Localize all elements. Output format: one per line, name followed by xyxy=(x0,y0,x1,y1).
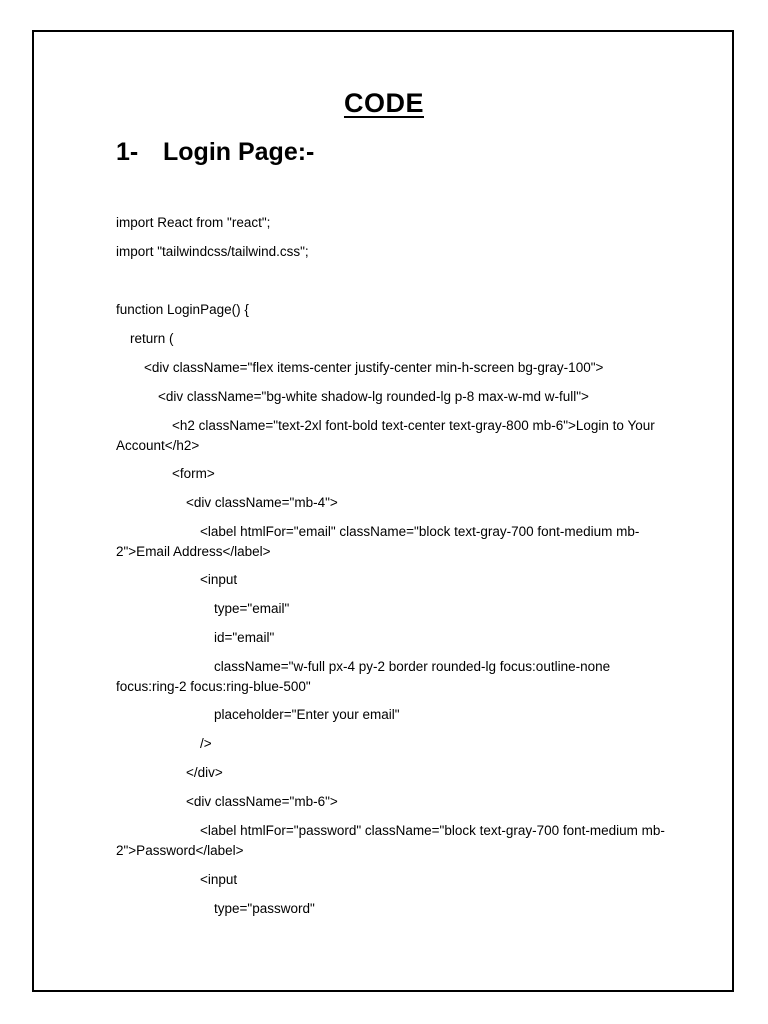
code-line-import-tailwind: import "tailwindcss/tailwind.css"; xyxy=(116,244,309,259)
code-line-card-div: <div className="bg-white shadow-lg rounded-lg p-8 max-w-md w-full"> xyxy=(158,389,589,404)
code-line-return: return ( xyxy=(130,331,174,346)
code-line-password-input-open: <input xyxy=(200,872,238,887)
code-line-outer-div: <div className="flex items-center justify-center min-h-screen bg-gray-100"> xyxy=(144,360,604,375)
code-line-email-classname: className="w-full px-4 py-2 border rounded-lg focus:outline-none focus:ring-2 focus:ring-blue-500" xyxy=(116,659,611,694)
section-heading xyxy=(116,138,314,167)
code-line-email-placeholder: placeholder="Enter your email" xyxy=(214,707,400,722)
code-line-email-input-open: <input xyxy=(200,572,238,587)
code-line-email-div: <div className="mb-4"> xyxy=(186,495,338,510)
section-title: Login Page:- xyxy=(163,138,315,166)
code-line-password-label: <label htmlFor="password" className="block text-gray-700 font-medium mb-2">Password</label> xyxy=(116,823,665,858)
code-line-import-react: import React from "react"; xyxy=(116,215,271,230)
section-number: 1- xyxy=(116,138,139,166)
code-line-email-input-close: /> xyxy=(200,736,212,751)
code-line-email-type: type="email" xyxy=(214,601,290,616)
code-line-email-label: <label htmlFor="email" className="block text-gray-700 font-medium mb-2">Email Address</label> xyxy=(116,524,640,559)
code-line-password-div: <div className="mb-6"> xyxy=(186,794,338,809)
code-line-form-open: <form> xyxy=(172,466,215,481)
code-line-h2: <h2 className="text-2xl font-bold text-center text-gray-800 mb-6">Login to Your Account</h2> xyxy=(116,418,655,453)
code-line-email-div-close: </div> xyxy=(186,765,223,780)
document-title: CODE xyxy=(343,88,424,118)
code-line-password-type: type="password" xyxy=(214,901,315,916)
code-line-function: function LoginPage() { xyxy=(116,302,249,317)
code-line-email-id: id="email" xyxy=(214,630,275,645)
